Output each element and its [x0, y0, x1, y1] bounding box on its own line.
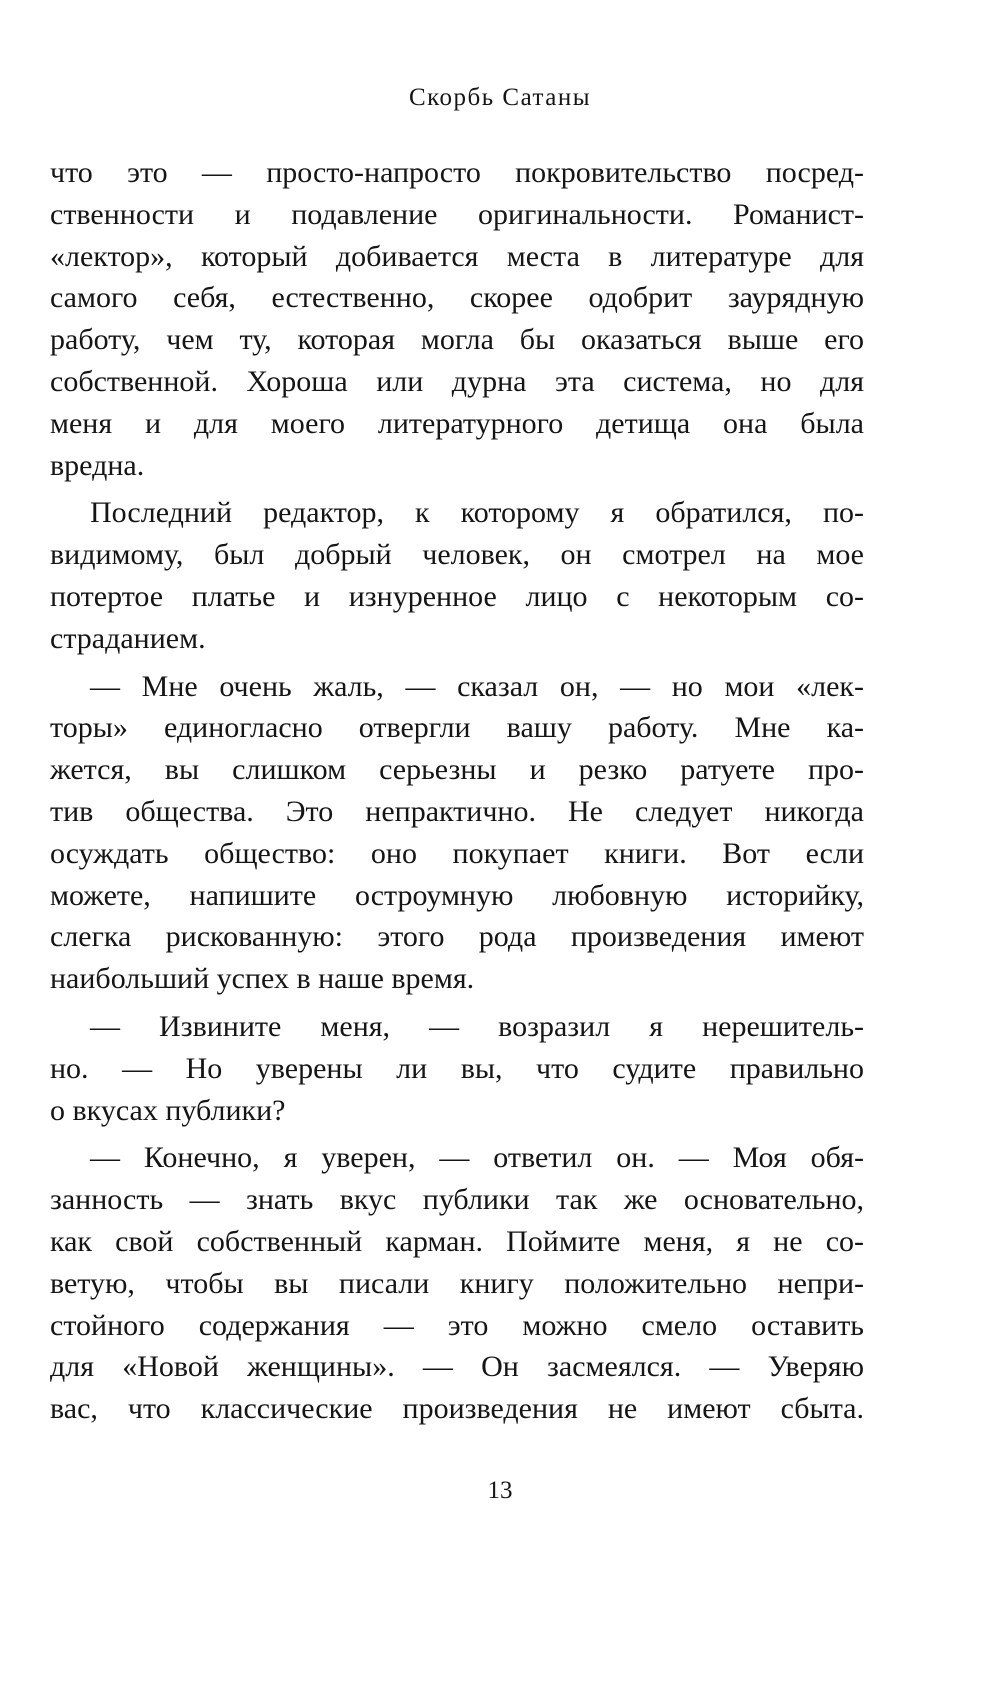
- text-line: — Извините меня, — возразил я нерешитель-: [90, 1009, 864, 1043]
- text-line: можете, напишите остроумную любовную историйку,: [50, 878, 864, 912]
- text-line: торы» единогласно отвергли вашу работу. Мне ка-: [50, 711, 864, 745]
- text-line: жется, вы слишком серьезны и резко ратуете про-: [50, 753, 864, 787]
- running-head: Скорбь Сатаны: [408, 84, 592, 111]
- paragraph: [50, 1006, 864, 1131]
- text-line: ветую, чтобы вы писали книгу положительно непри-: [50, 1266, 864, 1300]
- text-line: тив общества. Это непрактично. Не следует никогда: [50, 794, 864, 828]
- text-line: наибольший успех в наше время.: [50, 962, 475, 996]
- body-text: [50, 152, 864, 1430]
- paragraph: [50, 492, 864, 659]
- text-line: — Мне очень жаль, — сказал он, — но мои «лек-: [90, 669, 864, 703]
- text-line: для «Новой женщины». — Он засмеялся. — Уверяю: [50, 1350, 864, 1384]
- text-line: занность — знать вкус публики так же основательно,: [50, 1183, 864, 1217]
- text-line: ственности и подавление оригинальности. Романист-: [50, 197, 864, 231]
- text-line: слегка рискованную: этого рода произведения имеют: [50, 920, 864, 954]
- text-line: — Конечно, я уверен, — ответил он. — Моя обя-: [90, 1141, 864, 1175]
- paragraph: [50, 1137, 864, 1430]
- text-line: осуждать общество: оно покупает книги. Вот если: [50, 836, 864, 870]
- text-line: потертое платье и изнуренное лицо с некоторым со-: [50, 579, 864, 613]
- text-line: вас, что классические произведения не имеют сбыта.: [50, 1392, 864, 1426]
- text-line: страданием.: [50, 621, 206, 655]
- text-line: меня и для моего литературного детища она была: [50, 406, 864, 440]
- paragraph: [50, 152, 864, 486]
- text-line: о вкусах публики?: [50, 1093, 286, 1127]
- text-line: но. — Но уверены ли вы, что судите правильно: [50, 1051, 864, 1085]
- text-line: что это — просто-напросто покровительство посред-: [50, 156, 864, 189]
- text-line: самого себя, естественно, скорее одобрит заурядную: [50, 281, 864, 315]
- text-line: собственной. Хороша или дурна эта система, но для: [50, 364, 864, 398]
- text-line: Последний редактор, к которому я обратился, по-: [90, 496, 864, 530]
- text-line: как свой собственный карман. Поймите меня, я не со-: [50, 1224, 864, 1258]
- text-line: стойного содержания — это можно смело оставить: [50, 1308, 864, 1342]
- page-number: 13: [487, 1477, 513, 1504]
- text-line: вредна.: [50, 448, 145, 482]
- paragraph: [50, 666, 864, 1000]
- text-line: работу, чем ту, которая могла бы оказаться выше его: [50, 323, 864, 357]
- text-line: видимому, был добрый человек, он смотрел на мое: [50, 538, 864, 572]
- text-line: «лектор», который добивается места в литературе для: [50, 239, 864, 273]
